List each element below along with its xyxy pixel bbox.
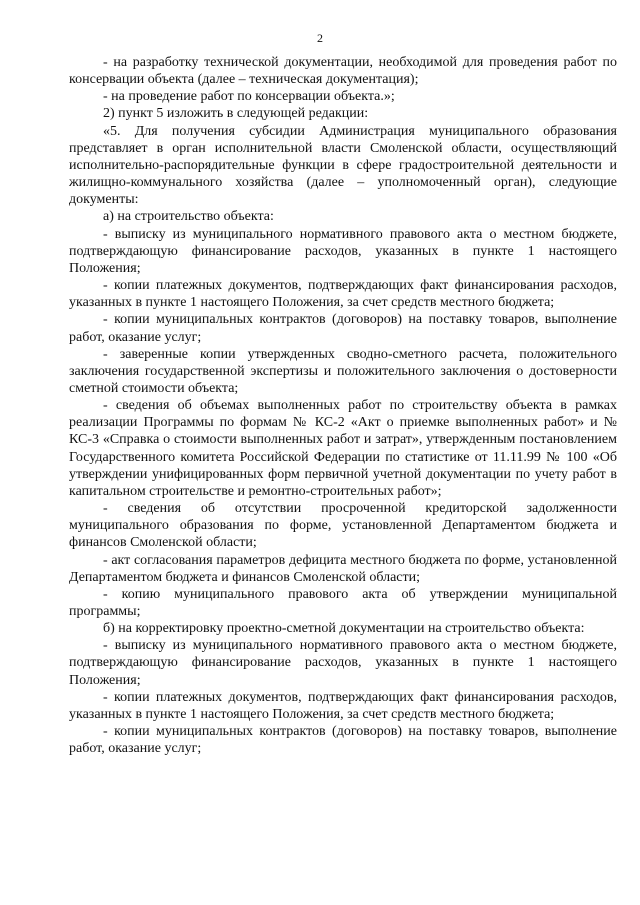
paragraph: - на проведение работ по консервации объекта.»; <box>103 89 395 105</box>
document-body <box>69 54 617 757</box>
paragraph: - копии муниципальных контрактов (договоров) на поставку товаров, выполнение работ, оказание услуг; <box>69 312 617 345</box>
paragraph: - копию муниципального правового акта об утверждении муниципальной программы; <box>69 586 617 619</box>
paragraph: - сведения об объемах выполненных работ по строительству объекта в рамках реализации Программы по формам № КС-2 «Акт о приемке выполненных работ» и № КС-3 «Справка о стоимости выполненных работ и затрат», утвержденным постановлением Государственного комитета Российской Федерации по статистике от 11.11.99 № 100 «Об утверждении унифицированных форм первичной учетной документации по учету работ в капитальном строительстве и ремонтно-строительных работ»; <box>69 398 617 499</box>
paragraph: - выписку из муниципального нормативного правового акта о местном бюджете, подтверждающую финансирование расходов, указанных в пункте 1 настоящего Положения; <box>69 638 617 688</box>
paragraph: - копии платежных документов, подтверждающих факт финансирования расходов, указанных в пункте 1 настоящего Положения, за счет средств местного бюджета; <box>69 689 617 722</box>
paragraph: б) на корректировку проектно-сметной документации на строительство объекта: <box>103 621 585 637</box>
paragraph: - копии платежных документов, подтверждающих факт финансирования расходов, указанных в пункте 1 настоящего Положения, за счет средств местного бюджета; <box>69 278 617 311</box>
paragraph: 2) пункт 5 изложить в следующей редакции: <box>103 106 369 122</box>
page-number: 2 <box>317 31 323 45</box>
paragraph: - акт согласования параметров дефицита местного бюджета по форме, установленной Департаментом бюджета и финансов Смоленской области; <box>69 552 617 585</box>
paragraph: - копии муниципальных контрактов (договоров) на поставку товаров, выполнение работ, оказание услуг; <box>69 724 617 757</box>
paragraph: а) на строительство объекта: <box>103 209 274 225</box>
paragraph: - сведения об отсутствии просроченной кредиторской задолженности муниципального образования по форме, установленной Департаментом бюджета и финансов Смоленской области; <box>69 501 617 551</box>
paragraph: «5. Для получения субсидии Администрация муниципального образования представляет в орган исполнительной власти Смоленской области, осуществляющий исполнительно-распорядительные функции в сфере градостроительной деятельности и жилищно-коммунального хозяйства (далее – уполномоченный орган), следующие документы: <box>69 123 617 208</box>
paragraph: - на разработку технической документации, необходимой для проведения работ по консервации объекта (далее – техническая документация); <box>69 55 617 88</box>
paragraph: - заверенные копии утвержденных сводно-сметного расчета, положительного заключения государственной экспертизы и положительного заключения о достоверности сметной стоимости объекта; <box>69 346 617 396</box>
paragraph: - выписку из муниципального нормативного правового акта о местном бюджете, подтверждающую финансирование расходов, указанных в пункте 1 настоящего Положения; <box>69 226 617 276</box>
